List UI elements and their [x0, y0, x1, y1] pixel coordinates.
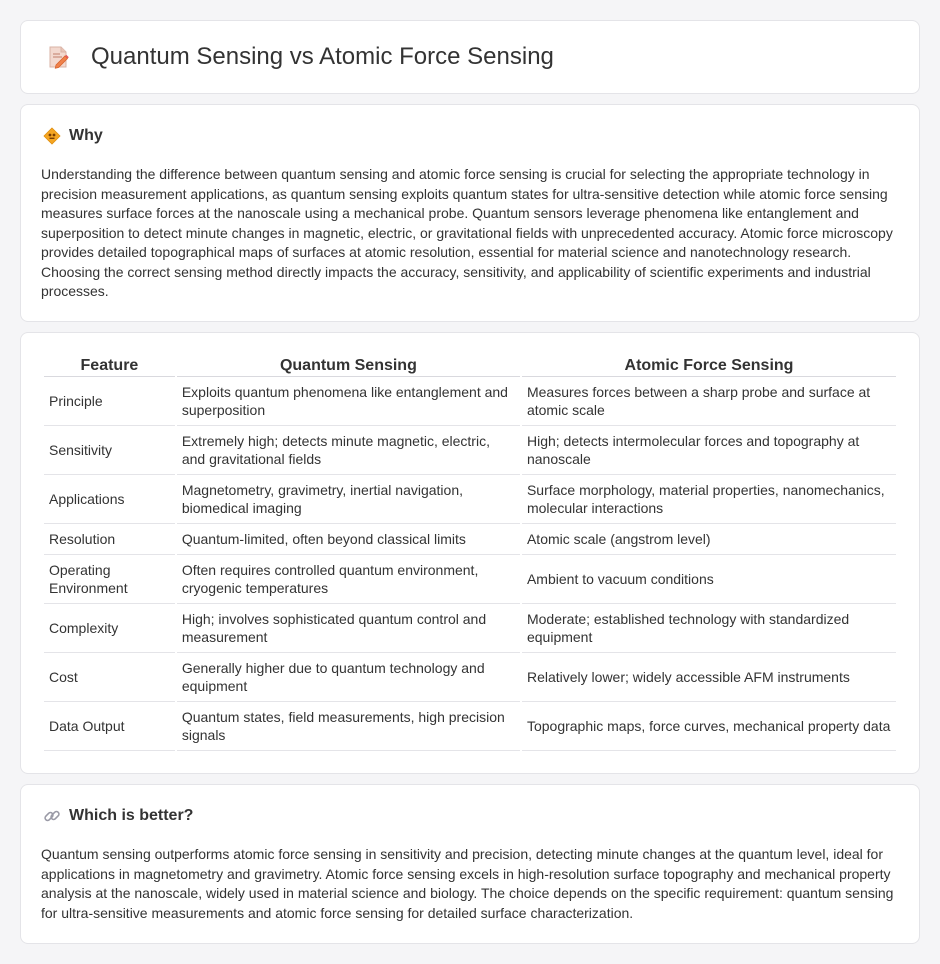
table-row: [44, 524, 896, 555]
page-title: Quantum Sensing vs Atomic Force Sensing: [91, 43, 554, 70]
table-row: [44, 702, 896, 751]
which-header: [43, 807, 899, 825]
table-cell-quantum: Extremely high; detects minute magnetic, electric, and gravitational fields: [177, 426, 520, 475]
comparison-table-card: [20, 332, 920, 774]
which-title: Which is better?: [69, 807, 194, 824]
table-cell-quantum: Quantum-limited, often beyond classical limits: [177, 524, 520, 555]
table-header-row: [44, 353, 896, 377]
table-cell-feature: Applications: [44, 475, 175, 524]
column-header-quantum: Quantum Sensing: [177, 353, 520, 377]
column-header-afm: Atomic Force Sensing: [522, 353, 896, 377]
which-text: Quantum sensing outperforms atomic force sensing in sensitivity and precision, detecting minute changes at the quantum level, ideal for applications in magnetometry and gravimetry. Atomic force sensing excels in high-resolution surface topography and mechanical property analysis at the nanoscale, widely used in material science and biology. The choice depends on the specific requirement: quantum sensing for ultra-sensitive measurements and atomic force sensing for detailed surface characterization.: [41, 846, 894, 921]
table-cell-afm: Atomic scale (angstrom level): [522, 524, 896, 555]
table-cell-feature: Complexity: [44, 604, 175, 653]
table-cell-feature: Operating Environment: [44, 555, 175, 604]
table-cell-feature: Principle: [44, 377, 175, 426]
which-section: [20, 784, 920, 944]
table-cell-quantum: Magnetometry, gravimetry, inertial navigation, biomedical imaging: [177, 475, 520, 524]
table-cell-feature: Resolution: [44, 524, 175, 555]
table-row: [44, 377, 896, 426]
table-cell-afm: Measures forces between a sharp probe and surface at atomic scale: [522, 377, 896, 426]
comparison-table: [42, 353, 898, 751]
table-cell-afm: Moderate; established technology with standardized equipment: [522, 604, 896, 653]
table-cell-quantum: Quantum states, field measurements, high precision signals: [177, 702, 520, 751]
table-row: [44, 555, 896, 604]
table-row: [44, 426, 896, 475]
table-cell-afm: Topographic maps, force curves, mechanical property data: [522, 702, 896, 751]
table-cell-feature: Data Output: [44, 702, 175, 751]
table-cell-quantum: Generally higher due to quantum technology and equipment: [177, 653, 520, 702]
diamond-warning-icon: [43, 127, 61, 145]
link-icon: [43, 807, 61, 825]
table-cell-feature: Cost: [44, 653, 175, 702]
why-title: Why: [69, 127, 103, 144]
why-text: Understanding the difference between quantum sensing and atomic force sensing is crucial for selecting the appropriate technology in precision measurement applications, as quantum sensing exploits quantum states for ultra-sensitive detection while atomic force sensing measures surface forces at the nanoscale using a mechanical probe. Quantum sensors leverage phenomena like entanglement and superposition to detect minute changes in magnetic, electric, or gravitational fields with unprecedented accuracy. Atomic force microscopy provides detailed topographical maps of surfaces at atomic resolution, essential for material science and nanotechnology research. Choosing the correct sensing method directly impacts the accuracy, sensitivity, and applicability of scientific experiments and industrial processes.: [41, 166, 893, 299]
table-cell-quantum: Exploits quantum phenomena like entanglement and superposition: [177, 377, 520, 426]
column-header-feature: Feature: [44, 353, 175, 377]
why-header: [43, 127, 899, 145]
table-row: [44, 604, 896, 653]
table-cell-quantum: Often requires controlled quantum environment, cryogenic temperatures: [177, 555, 520, 604]
table-cell-quantum: High; involves sophisticated quantum control and measurement: [177, 604, 520, 653]
why-section: [20, 104, 920, 322]
table-cell-afm: Relatively lower; widely accessible AFM instruments: [522, 653, 896, 702]
document-pencil-icon: [45, 44, 71, 70]
table-row: [44, 653, 896, 702]
table-cell-afm: High; detects intermolecular forces and topography at nanoscale: [522, 426, 896, 475]
table-cell-feature: Sensitivity: [44, 426, 175, 475]
title-card: [20, 20, 920, 94]
table-cell-afm: Ambient to vacuum conditions: [522, 555, 896, 604]
table-row: [44, 475, 896, 524]
table-cell-afm: Surface morphology, material properties, nanomechanics, molecular interactions: [522, 475, 896, 524]
